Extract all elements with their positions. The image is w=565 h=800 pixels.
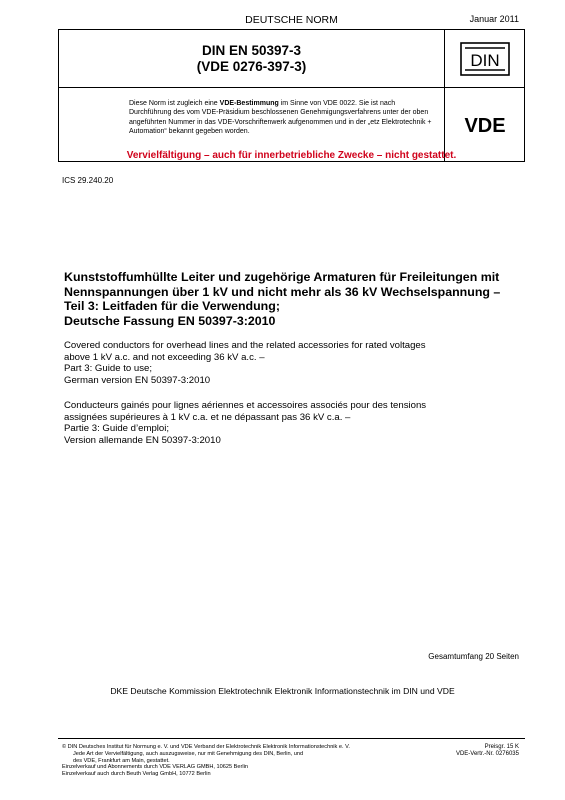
title-english bbox=[64, 340, 514, 386]
copyright-line: © DIN Deutsches Institut für Normung e. V. und VDE Verband der Elektrotechnik Elektronik Informationstechnik e. V. bbox=[62, 744, 350, 750]
din-logo-cell bbox=[445, 30, 524, 88]
title-line: Nennspannungen über 1 kV und nicht mehr als 36 kV Wechselspannung – bbox=[64, 284, 501, 299]
footer-copyright bbox=[62, 744, 402, 778]
header-box bbox=[58, 29, 525, 162]
rights-line: Jede Art der Vervielfältigung, auch auszugsweise, nur mit Genehmigung des DIN, Berlin, und bbox=[73, 750, 304, 757]
title-line: Kunststoffumhüllte Leiter und zugehörige Armaturen für Freileitungen mit bbox=[64, 270, 500, 284]
vde-bestimmung-term: VDE-Bestimmung bbox=[219, 100, 279, 107]
vde-logo-text: VDE bbox=[463, 114, 506, 136]
title-line: Part 3: Guide to use; bbox=[64, 363, 152, 374]
ics-code: ICS 29.240.20 bbox=[62, 176, 114, 185]
footer-price bbox=[456, 744, 519, 758]
footer-divider bbox=[58, 738, 525, 739]
sales-line: Einzelverkauf und Abonnements durch VDE VERLAG GMBH, 10625 Berlin bbox=[62, 764, 248, 771]
vde-logo-icon bbox=[455, 114, 515, 136]
vde-number: (VDE 0276-397-3) bbox=[196, 59, 307, 74]
title-line: Version allemande EN 50397-3:2010 bbox=[64, 434, 221, 446]
din-logo-icon bbox=[460, 42, 510, 76]
title-line: assignées supérieures à 1 kV c.a. et ne dépassant pas 36 kV c.a. – bbox=[64, 411, 351, 423]
title-line: Covered conductors for overhead lines and the related accessories for rated voltages bbox=[64, 340, 426, 351]
sales-line: Einzelverkauf auch durch Beuth Verlag GmbH, 10772 Berlin bbox=[62, 771, 211, 778]
top-bar bbox=[58, 14, 525, 28]
order-number: VDE-Vertr.-Nr. 0276035 bbox=[455, 751, 519, 758]
title-line: Deutsche Fassung EN 50397-3:2010 bbox=[64, 313, 276, 328]
norm-type-label: DEUTSCHE NORM bbox=[245, 14, 338, 26]
din-logo-text: DIN bbox=[469, 50, 500, 70]
title-line: above 1 kV a.c. and not exceeding 36 kV a.c. – bbox=[64, 351, 265, 363]
standard-number: DIN EN 50397-3 bbox=[201, 43, 302, 58]
issue-date: Januar 2011 bbox=[469, 14, 519, 24]
dke-line: DKE Deutsche Kommission Elektrotechnik Elektronik Informationstechnik im DIN und VDE bbox=[110, 686, 455, 696]
title-german bbox=[64, 270, 524, 328]
title-french bbox=[64, 400, 514, 446]
title-line: Partie 3: Guide d’emploi; bbox=[64, 423, 170, 434]
title-line: Teil 3: Leitfaden für die Verwendung; bbox=[64, 299, 280, 313]
title-line: Conducteurs gainés pour lignes aériennes et accessoires associés pour des tensions bbox=[64, 400, 427, 411]
title-line: German version EN 50397-3:2010 bbox=[64, 374, 211, 386]
reproduction-warning: Vervielfältigung – auch für innerbetriebliche Zwecke – nicht gestattet. bbox=[126, 150, 457, 161]
standard-title-cell bbox=[59, 30, 445, 88]
total-pages: Gesamtumfang 20 Seiten bbox=[428, 652, 519, 661]
price-group: Preisgr. 15 K bbox=[484, 744, 519, 750]
rights-line: des VDE, Frankfurt am Main, gestattet. bbox=[73, 757, 170, 764]
vde-notice: Diese Norm ist zugleich eine VDE-Bestimmung im Sinne von VDE 0022. Sie ist nach Durchführung des vom VDE-Präsidium beschlossenen Genehmigungsverfahrens unter der oben angeführten Nummer in das VDE-Vorschriftenwerk aufgenommen und in der „etz Elektrotechnik + Automation“ bekannt gegeben worden. bbox=[59, 88, 445, 161]
